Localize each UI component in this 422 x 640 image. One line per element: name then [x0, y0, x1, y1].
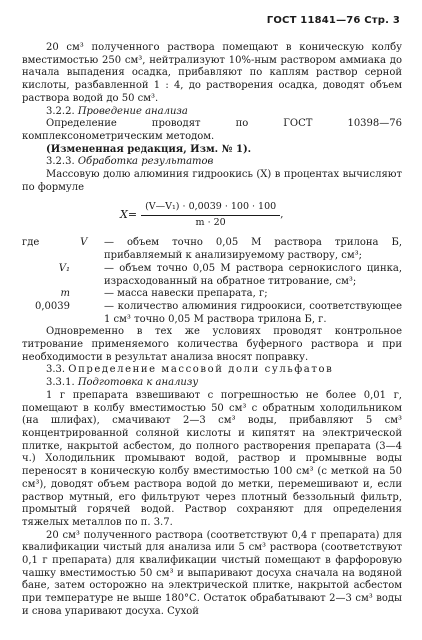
section-number: 3.2.2.: [46, 105, 75, 117]
section-title: Подготовка к анализу: [77, 377, 199, 389]
section-number: 3.2.3.: [46, 156, 75, 168]
legend-row: [22, 288, 402, 301]
legend-row: [22, 263, 402, 288]
legend-text: — количество алюминия гидроокиси, соответствующее 1 см³ точно 0,05 М раствора трилона Б, г.: [104, 300, 402, 325]
section-heading-3-3-1: [22, 377, 402, 390]
formula-fraction: [141, 201, 280, 229]
paragraph-control-titration: Одновременно в тех же условиях проводят контрольное титрование применяемого количества буферного раствора и при необходимости в результат анализа вносят поправку.: [22, 326, 402, 363]
section-number: 3.3.1.: [46, 377, 75, 389]
legend-symbol: V₁: [58, 262, 70, 274]
section-title: Обработка результатов: [77, 156, 214, 168]
section-heading-3-2-2: [22, 106, 402, 119]
legend-symbol: 0,0039: [35, 300, 70, 312]
formula-denominator: m · 20: [195, 216, 226, 228]
legend-symbol: V: [80, 237, 88, 249]
page-content: [22, 42, 402, 619]
legend-row: [22, 301, 402, 326]
section-number: 3.3.: [46, 364, 66, 376]
edition-note: (Измененная редакция, Изм. № 1).: [46, 143, 252, 155]
formula-legend: [22, 237, 402, 326]
legend-symbol: m: [60, 288, 70, 300]
page-header: ГОСТ 11841—76 Стр. 3: [266, 15, 400, 26]
section-heading-3-2-3: [22, 156, 402, 169]
formula: [120, 197, 402, 233]
formula-numerator: (V—V₁) · 0,0039 · 100 · 100: [141, 201, 280, 216]
section-heading-3-3: [22, 364, 402, 377]
legend-text: — объем точно 0,05 М раствора трилона Б, прибавляемый к анализируемому раствору, см³;: [104, 237, 402, 262]
formula-tail: ,: [280, 209, 284, 221]
formula-lhs: X=: [120, 208, 138, 222]
paragraph-analysis: Определение проводят по ГОСТ 10398—76 комплексонометрическим методом.: [22, 118, 402, 142]
paragraph-sulfate-prep: 1 г препарата взвешивают с погрешностью не более 0,01 г, помещают в колбу вместимостью 50 см³ с обратным холодильником (на шлифах), смачивают 2—3 см³ воды, прибавляют 5 см³ концентрированной соляной кислоты и кипятят на электрической плитке, накрытой асбестом, до полного растворения препарата (3—4 ч.) Холодильник промывают водой, раствор и промывные воды переносят в коническую колбу вместимостью 100 см³ (с меткой на 50 см³), доводят объем раствора водой до метки, перемешивают и, если раствор мутный, его фильтруют через плотный беззольный фильтр, промытый горячей водой. Раствор сохраняют для определения тяжелых металлов по п. 3.7.: [22, 389, 402, 528]
legend-row: [22, 237, 402, 262]
legend-text: — объем точно 0,05 М раствора сернокислого цинка, израсходованный на обратное титрование, см³;: [104, 262, 402, 287]
legend-prefix: где: [22, 237, 40, 249]
legend-text: — масса навески препарата, г;: [104, 288, 268, 300]
section-title: Определение массовой доли сульфатов: [68, 364, 334, 376]
paragraph-evaporation: 20 см³ полученного раствора (соответствуют 0,4 г препарата) для квалификации чистый для анализа или 5 см³ раствора (соответствуют 0,1 г препарата) для квалификации чистый помещают в фарфоровую чашку вместимостью 50 см³ и выпаривают досуха сначала на водяной бане, затем осторожно на электрической плитке, накрытой асбестом при температуре не выше 180°С. Остаток обрабатывают 2—3 см³ воды и снова упаривают досуха. Сухой: [22, 529, 402, 617]
paragraph-sample-prep: 20 см³ полученного раствора помещают в коническую колбу вместимостью 250 см³, нейтрализуют 10%-ным раствором аммиака до начала выпадения осадка, прибавляют по каплям раствор серной кислоты, разбавленной 1 : 4, до растворения осадка, доводят объем раствора водой до 50 см³.: [22, 42, 402, 104]
paragraph-formula-intro: Массовую долю алюминия гидроокись (X) в процентах вычисляют по формуле: [22, 169, 402, 193]
section-title: Проведение анализа: [77, 105, 188, 117]
